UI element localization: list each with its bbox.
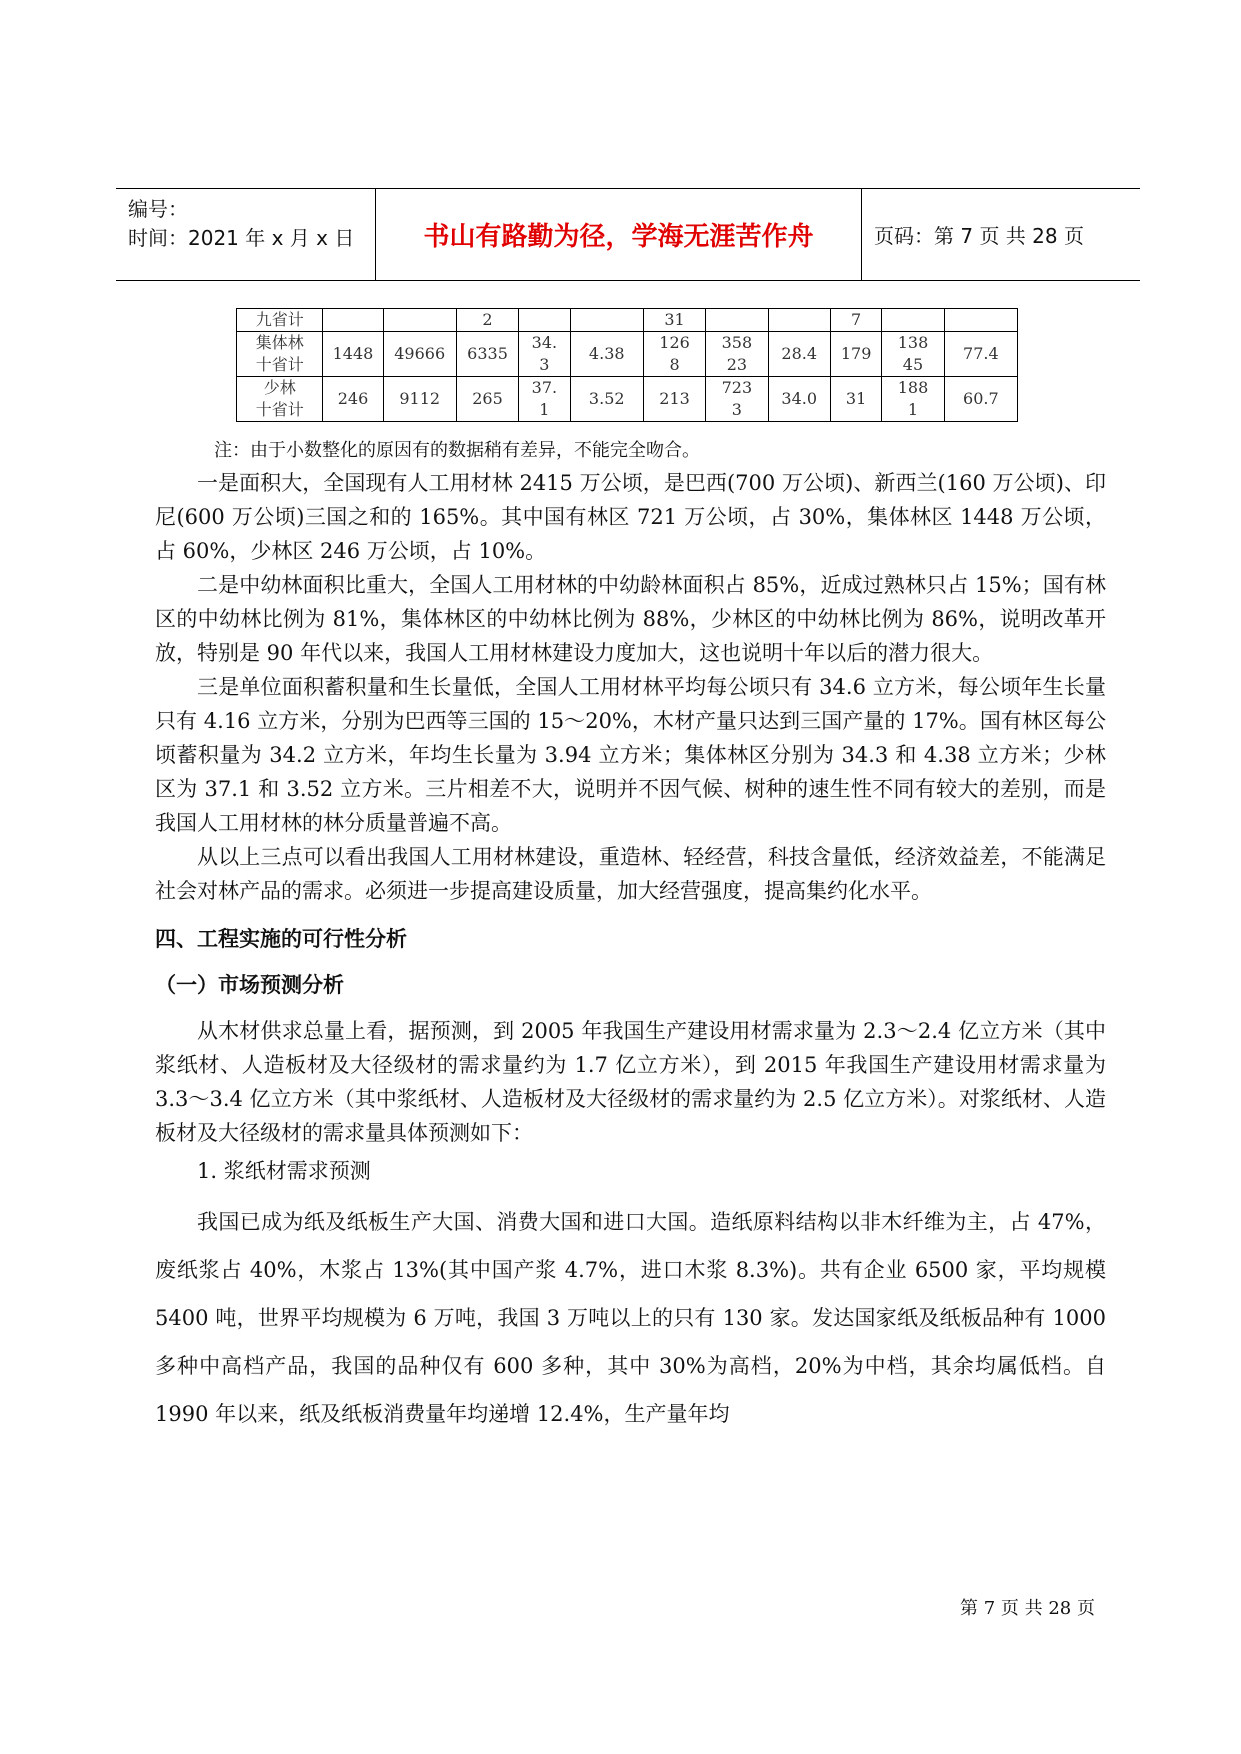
table-row bbox=[237, 332, 1018, 377]
table-cell: 31 bbox=[643, 309, 705, 332]
table-cell: 6335 bbox=[456, 332, 518, 377]
list-heading: 1. 浆纸材需求预测 bbox=[197, 1159, 371, 1183]
header-page-number: 页码：第 7 页 共 28 页 bbox=[874, 224, 1084, 248]
document-number-label: 编号： bbox=[128, 197, 188, 221]
header-meta bbox=[116, 189, 376, 280]
table-cell: 28.4 bbox=[768, 332, 830, 377]
page-footer: 第 7 页 共 28 页 bbox=[960, 1598, 1095, 1619]
paragraph: 从以上三点可以看出我国人工用材林建设，重造林、轻经营，科技含量低，经济效益差，不能满足社会对林产品的需求。必须进一步提高建设质量，加大经营强度，提高集约化水平。 bbox=[155, 845, 1106, 903]
table-cell: 138 45 bbox=[882, 332, 944, 377]
table-cell: 4.38 bbox=[570, 332, 643, 377]
table-cell: 265 bbox=[456, 377, 518, 422]
paragraph: 我国已成为纸及纸板生产大国、消费大国和进口大国。造纸原料结构以非木纤维为主，占 47%，废纸浆占 40%，木浆占 13%(其中国产浆 4.7%，进口木浆 8.3%)。共有企业 6500 家，平均规模 5400 吨，世界平均规模为 6 万吨，我国 3 万吨以上的只有 130 家。发达国家纸及纸板品种有 1000 多种中高档产品，我国的品种仅有 600 多种，其中 30%为高档，20%为中档，其余均属低档。自 1990 年以来，纸及纸板消费量年均递增 12.4%，生产量年均 bbox=[155, 1210, 1106, 1426]
paragraph: 三是单位面积蓄积量和生长量低，全国人工用材林平均每公顷只有 34.6 立方米，每公顷年生长量只有 4.16 立方米，分别为巴西等三国的 15～20%，木材产量只达到三国产量的 17%。国有林区每公顷蓄积量为 34.2 立方米，年均生长量为 3.94 立方米；集体林区分别为 34.3 和 4.38 立方米；少林区为 37.1 和 3.52 立方米。三片相差不大，说明并不因气候、树种的速生性不同有较大的差别，而是我国人工用材林的林分质量普遍不高。 bbox=[155, 675, 1106, 835]
table-cell: 九省计 bbox=[237, 309, 323, 332]
table-cell: 集体林 十省计 bbox=[237, 332, 323, 377]
table-cell: 49666 bbox=[383, 332, 456, 377]
paragraph: 二是中幼林面积比重大，全国人工用材林的中幼龄林面积占 85%，近成过熟林只占 15%；国有林区的中幼林比例为 81%，集体林区的中幼林比例为 88%，少林区的中幼林比例为 86%，说明改革开放，特别是 90 年代以来，我国人工用材林建设力度加大，这也说明十年以后的潜力很大。 bbox=[155, 573, 1106, 665]
table-cell: 少林 十省计 bbox=[237, 377, 323, 422]
table-cell: 60.7 bbox=[944, 377, 1017, 422]
header-motto: 书山有路勤为径，学海无涯苦作舟 bbox=[423, 222, 814, 252]
table-cell: 179 bbox=[830, 332, 881, 377]
table-cell: 723 3 bbox=[706, 377, 768, 422]
table-cell: 188 1 bbox=[882, 377, 944, 422]
document-date: 时间：2021 年 x 月 x 日 bbox=[128, 226, 355, 250]
table-cell bbox=[882, 309, 944, 332]
paragraph: 一是面积大，全国现有人工用材林 2415 万公顷，是巴西(700 万公顷)、新西兰(160 万公顷)、印尼(600 万公顷)三国之和的 165%。其中国有林区 721 万公顷，占 30%，集体林区 1448 万公顷，占 60%，少林区 246 万公顷，占 10%。 bbox=[155, 471, 1106, 563]
table-cell: 34. 3 bbox=[519, 332, 570, 377]
table-cell bbox=[383, 309, 456, 332]
table-cell bbox=[570, 309, 643, 332]
table-cell: 126 8 bbox=[643, 332, 705, 377]
table-cell: 7 bbox=[830, 309, 881, 332]
table-cell: 34.0 bbox=[768, 377, 830, 422]
table-cell bbox=[944, 309, 1017, 332]
table-cell: 31 bbox=[830, 377, 881, 422]
paragraph: 从木材供求总量上看，据预测，到 2005 年我国生产建设用材需求量为 2.3～2.4 亿立方米（其中浆纸材、人造板材及大径级材的需求量约为 1.7 亿立方米），到 2015 年我国生产建设用材需求量为 3.3～3.4 亿立方米（其中浆纸材、人造板材及大径级材的需求量约为 2.5 亿立方米）。对浆纸材、人造板材及大径级材的需求量具体预测如下： bbox=[155, 1019, 1106, 1145]
table-cell bbox=[323, 309, 383, 332]
section-heading: 四、工程实施的可行性分析 bbox=[155, 927, 407, 951]
table-cell: 77.4 bbox=[944, 332, 1017, 377]
table-cell: 3.52 bbox=[570, 377, 643, 422]
table-cell bbox=[768, 309, 830, 332]
table-note: 注：由于小数整化的原因有的数据稍有差异，不能完全吻合。 bbox=[214, 440, 700, 461]
forest-data-table bbox=[236, 308, 1018, 422]
table-cell: 246 bbox=[323, 377, 383, 422]
header-motto-cell bbox=[376, 189, 862, 280]
table-cell: 2 bbox=[456, 309, 518, 332]
table-cell: 1448 bbox=[323, 332, 383, 377]
table-cell bbox=[706, 309, 768, 332]
table-cell: 37. 1 bbox=[519, 377, 570, 422]
table-cell bbox=[519, 309, 570, 332]
document-body bbox=[155, 466, 1106, 1438]
table-row bbox=[237, 377, 1018, 422]
subsection-heading: （一）市场预测分析 bbox=[155, 973, 344, 997]
table-cell: 213 bbox=[643, 377, 705, 422]
table-row bbox=[237, 309, 1018, 332]
table-cell: 358 23 bbox=[706, 332, 768, 377]
page-header bbox=[116, 188, 1140, 281]
table-cell: 9112 bbox=[383, 377, 456, 422]
